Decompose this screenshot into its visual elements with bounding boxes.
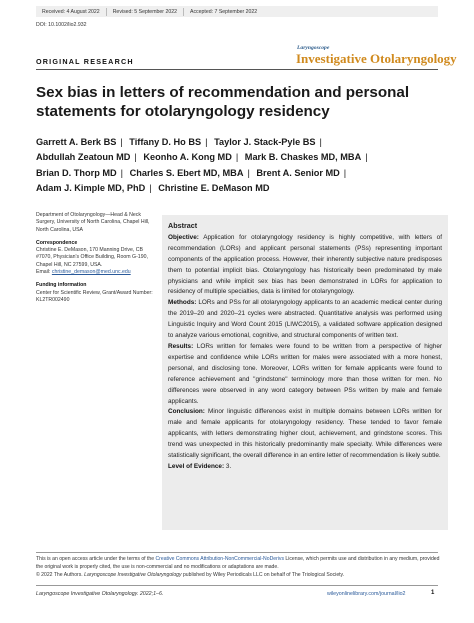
- author[interactable]: Brent A. Senior MD: [256, 167, 340, 178]
- author[interactable]: Mark B. Chaskes MD, MBA: [244, 152, 362, 163]
- level-label: Level of Evidence:: [168, 462, 225, 470]
- dates-bar: [36, 6, 438, 17]
- separator: |: [235, 152, 239, 163]
- separator: |: [205, 137, 208, 147]
- author-list: [36, 135, 446, 196]
- doi[interactable]: DOI: 10.1002/lio2.932: [36, 22, 87, 28]
- correspondence-address: Christine E. DeMason, 170 Manning Drive, CB #7070, Physician's Office Building, Room G-190, Chapel Hill, NC 27599, USA.: [36, 247, 148, 268]
- header-divider: [36, 69, 438, 70]
- results-text: LORs written for females were found to be written from a perspective of higher expertise and confidence while LORs written for males were associated with a more honest, personal, and disclosing tone. Moreover, LORs written for female applicants were found to reference achievement and "grindstone" terminology more than those written for men. No differences were observed in any word category between PSs written by male and female applicants.: [168, 342, 442, 405]
- email-prefix: Email:: [36, 269, 51, 276]
- separator: |: [120, 167, 124, 178]
- journal-logo: Investigative Otolaryngology: [296, 51, 457, 66]
- level-text: 3.: [225, 462, 232, 470]
- copyright-journal: Laryngoscope Investigative Otolaryngology: [84, 571, 182, 578]
- separator: |: [319, 137, 322, 147]
- abstract-conclusion: [168, 407, 442, 462]
- citation: Laryngoscope Investigative Otolaryngology. 2022;1–6.: [36, 591, 164, 597]
- email-line: [36, 269, 158, 276]
- author[interactable]: Tiffany D. Ho BS: [129, 137, 202, 147]
- abstract-methods: [168, 298, 442, 342]
- author[interactable]: Charles S. Ebert MD, MBA: [129, 167, 244, 178]
- bottom-divider: [36, 585, 438, 586]
- journal-url[interactable]: wileyonlinelibrary.com/journal/lio2: [327, 591, 406, 597]
- author[interactable]: Keonho A. Kong MD: [143, 152, 232, 163]
- abstract-level: [168, 462, 442, 473]
- affiliation: Department of Otolaryngology—Head & Neck Surgery, University of North Carolina, Chapel Hill, North Carolina, USA: [36, 212, 150, 233]
- author[interactable]: Christine E. DeMason MD: [158, 182, 270, 193]
- article-info-sidebar: [36, 212, 158, 304]
- email-link[interactable]: christine_demason@med.unc.edu: [51, 269, 131, 276]
- author[interactable]: Brian D. Thorp MD: [36, 167, 117, 178]
- objective-label: Objective:: [168, 233, 199, 241]
- conclusion-text: Minor linguistic differences exist in multiple domains between LORs written for male and female applicants for otolaryngology residency. These tended to favor female applicants, with letters demonstrating higher clout, achievement, and grindstone scores. This trend was unexpected in this historically predominantly male specialty. While differences were statistically significant, the overall difference in an entire letter of recommendation is likely subtle.: [168, 408, 442, 460]
- article-title: Sex bias in letters of recommendation and personal statements for otolaryngology residency: [36, 84, 410, 120]
- author[interactable]: Garrett A. Berk BS: [36, 137, 117, 147]
- accepted-date: Accepted: 7 September 2022: [190, 8, 258, 15]
- abstract-objective: [168, 233, 442, 298]
- author[interactable]: Abdullah Zeatoun MD: [36, 152, 131, 163]
- conclusion-label: Conclusion:: [168, 408, 205, 416]
- separator: |: [134, 152, 137, 163]
- separator: |: [365, 152, 368, 163]
- separator: |: [247, 167, 250, 178]
- section-label: ORIGINAL RESEARCH: [36, 57, 134, 66]
- journal-logo-small: Laryngoscope: [297, 45, 330, 51]
- copyright-prefix: © 2022 The Authors.: [36, 571, 85, 578]
- license-text-2: License, which permits use and distribution in any medium, provided the original work is properly cited, the use is non-commercial and no modifications or adaptations are made.: [36, 556, 440, 570]
- author[interactable]: Taylor J. Stack-Pyle BS: [214, 137, 316, 147]
- funding-label: Funding information: [36, 282, 87, 289]
- objective-text: Application for otolaryngology residency is highly competitive, with letters of recommendation (LORs) and applicant personal statements (PSs) representing important components of the application process. However, their inherently subjective nature predisposes them to potential implicit bias. Otolaryngology has historically been predominated by male physicians and while implicit sex bias has been demonstrated in LORs for application to residency of multiple specialties, data is limited for otolaryngology.: [168, 233, 442, 296]
- methods-text: LORs and PSs for all otolaryngology applicants to an academic medical center during the 2019–20 and 2020–21 cycles were abstracted. Quantitative analysis was performed using Linguistic Inquiry and Word Count 2015 (LIWC2015), a validated software application designed to analyze various emotional, cognitive, and structural components of written text.: [168, 299, 442, 340]
- author[interactable]: Adam J. Kimple MD, PhD: [36, 182, 146, 193]
- page-number: 1: [431, 590, 435, 596]
- revised-date: Revised: 5 September 2022: [107, 8, 184, 16]
- license-text-1: This is an open access article under the terms of the: [36, 556, 156, 562]
- correspondence-label: Correspondence: [36, 239, 78, 246]
- abstract-heading: Abstract: [168, 221, 198, 230]
- separator: |: [120, 137, 123, 147]
- license-notice: [36, 556, 440, 579]
- abstract-results: [168, 342, 442, 407]
- copyright-suffix: published by Wiley Periodicals LLC on behalf of The Triological Society.: [181, 571, 345, 578]
- methods-label: Methods:: [168, 299, 197, 307]
- separator: |: [343, 167, 347, 178]
- funding-info: Center for Scientific Review, Grant/Award Number: KL2TR002490: [36, 289, 153, 303]
- abstract-box: [162, 215, 448, 530]
- received-date: Received: 4 August 2022: [36, 8, 107, 16]
- separator: |: [149, 182, 152, 193]
- results-label: Results:: [168, 342, 194, 350]
- license-link[interactable]: Creative Commons Attribution-NonCommercial-NoDerivs: [155, 556, 284, 562]
- footer-divider: [36, 552, 438, 553]
